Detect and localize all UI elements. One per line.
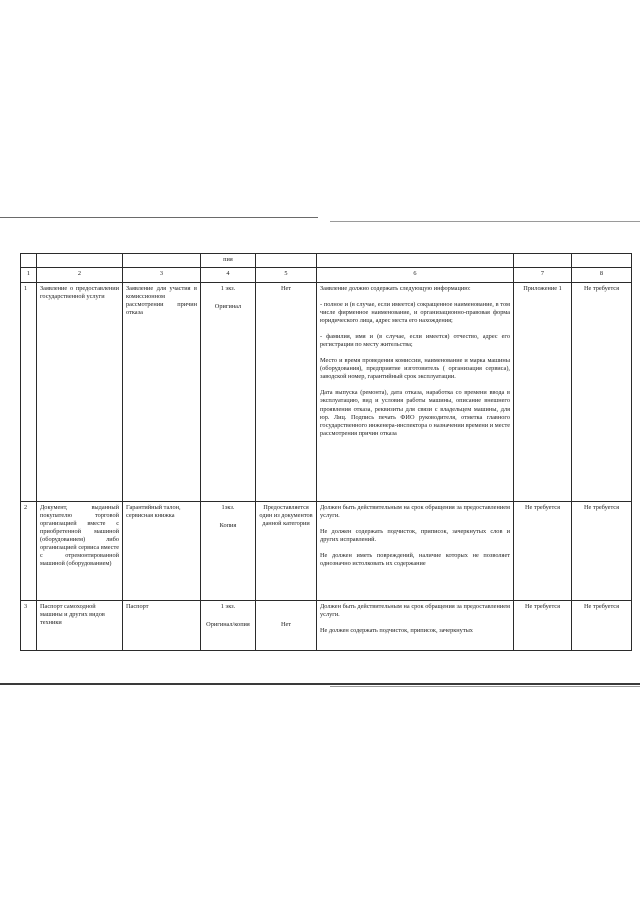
document-name: Документ, выданный покупателю торговой организацией вместе с приобретенной машиной (оборудованием) либо организацией сервиса вместе с отремонтированной машиной (оборудованием) — [37, 502, 123, 601]
document-condition: Нет — [256, 283, 317, 502]
document-form: Копия — [219, 522, 237, 530]
form-sample: Не требуется — [572, 601, 632, 651]
column-number: 7 — [514, 268, 572, 283]
requirement-text: Должен быть действительным на срок обращения за предоставлением услуги. — [320, 504, 510, 520]
document-sample: Не требуется — [514, 502, 572, 601]
row-number: 2 — [21, 502, 37, 601]
document-condition: Нет — [256, 601, 317, 651]
document-name: Паспорт самоходной машины и других видов техники — [37, 601, 123, 651]
document-sample: Не требуется — [514, 601, 572, 651]
document-count: 1 экз. — [220, 285, 236, 292]
requirement-text: Место и время проведения комиссии, наименование и марка машины (оборудования), предприятие изготовитель ( организация сервиса), заводской номер, гарантийный срок эксплуатации. — [320, 357, 510, 381]
column-number: 8 — [572, 268, 632, 283]
requirement-text: - полное и (в случае, если имеется) сокращенное наименование, в том числе фирменное наименование, и организационно-правовая форма юридического лица, адрес места его нахождения; — [320, 301, 510, 325]
column-number: 1 — [21, 268, 37, 283]
document-form: Оригинал/копия — [206, 621, 250, 629]
bottom-rule-secondary — [330, 686, 640, 687]
column-number: 3 — [123, 268, 201, 283]
document-requirements — [317, 502, 514, 601]
document-requirements — [317, 601, 514, 651]
row-number: 3 — [21, 601, 37, 651]
form-sample: Не требуется — [572, 502, 632, 601]
document-count-cell — [201, 283, 256, 502]
requirement-text: Не должен содержать подчисток, приписок, зачеркнутых — [320, 627, 473, 635]
header-fragment-row — [21, 254, 632, 268]
document-purpose: Паспорт — [123, 601, 201, 651]
requirement-text: Не должен иметь повреждений, наличие которых не позволяет однозначно истолковать их содержание — [320, 552, 510, 568]
document-count: 1экз. — [221, 504, 235, 511]
document-sample: Приложение 1 — [514, 283, 572, 502]
top-rule — [0, 217, 318, 218]
column-number: 2 — [37, 268, 123, 283]
form-sample: Не требуется — [572, 283, 632, 502]
document-requirements — [317, 283, 514, 502]
column-number-row — [21, 268, 632, 283]
requirement-text: Заявление должно содержать следующую информацию: — [320, 285, 471, 292]
header-fragment: пия — [201, 254, 256, 268]
document-count-cell — [201, 502, 256, 601]
document-form: Оригинал — [214, 303, 242, 311]
document-purpose: Гарантийный талон, сервисная книжка — [123, 502, 201, 601]
document-count: 1 экз. — [220, 603, 236, 610]
column-number: 6 — [317, 268, 514, 283]
row-number: 1 — [21, 283, 37, 502]
bottom-rule — [0, 683, 640, 685]
requirement-text: Дата выпуска (ремонта), дата отказа, наработка со времени ввода в эксплуатацию, вид и условия работы машины, описание внешнего проявления отказа, реквизиты для связи с владельцем машины, для юр. Лиц. Подпись печать ФИО руководителя, отметка главного государственного инженера-инспектора о назначении времени и месте рассмотрения причин отказа — [320, 389, 510, 437]
documents-table — [20, 253, 632, 651]
top-rule-secondary — [330, 221, 640, 222]
document-name: Заявление о предоставлении государственной услуги — [37, 283, 123, 502]
table-row — [21, 601, 632, 651]
document-count-cell — [201, 601, 256, 651]
column-number: 4 — [201, 268, 256, 283]
table-row — [21, 502, 632, 601]
requirement-text: Не должен содержать подчисток, приписок, зачеркнутых слов и других исправлений. — [320, 528, 510, 544]
requirement-text: Должен быть действительным на срок обращения за предоставлением услуги. — [320, 603, 510, 619]
requirement-text: - фамилия, имя и (в случае, если имеется) отчество, адрес его регистрации по месту жительства; — [320, 333, 510, 349]
document-purpose: Заявление для участия в комиссионном рассмотрении причин отказа — [123, 283, 201, 502]
table-row — [21, 283, 632, 502]
column-number: 5 — [256, 268, 317, 283]
document-condition: Предоставляется один из документов данной категории — [256, 502, 317, 601]
